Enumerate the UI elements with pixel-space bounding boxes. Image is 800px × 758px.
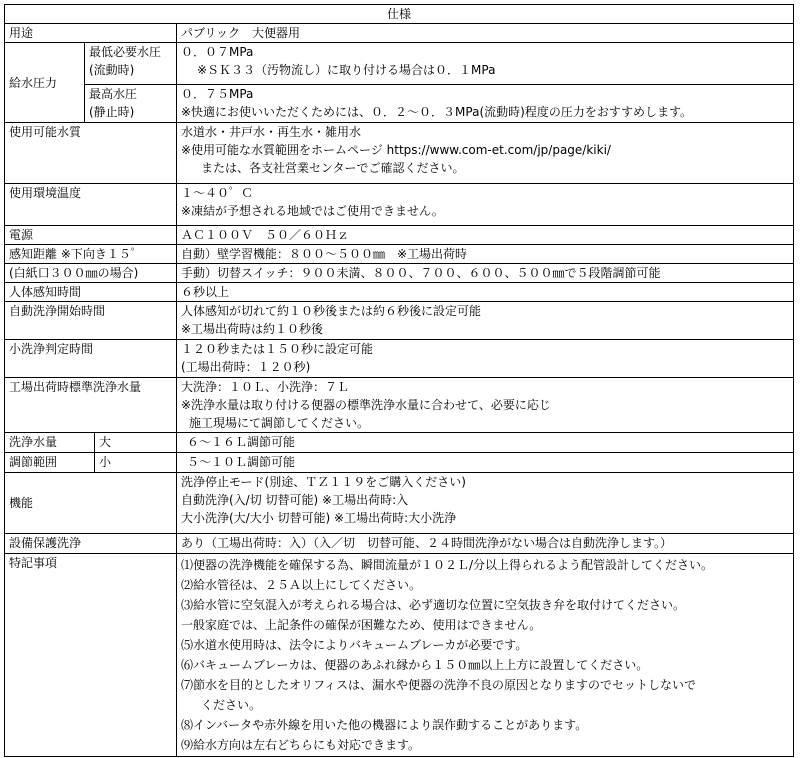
value-min-pressure-2: ※ＳＫ３３（汚物流し）に取り付ける場合は０．１MPa bbox=[197, 63, 496, 77]
row-kojo bbox=[5, 378, 794, 433]
tokki-item: ⑻インバータや赤外線を用いた他の機器により誤作動することがあります。 bbox=[181, 718, 588, 732]
label-kanchi-1: 感知距離 ※下向き１５゜ bbox=[5, 245, 177, 264]
label-max-pressure-2: (静止時) bbox=[89, 105, 135, 119]
label-kino: 機能 bbox=[5, 473, 177, 534]
value-kino-1: 洗浄停止モード(別途、ＴＺ１１９をご購入ください) bbox=[181, 475, 466, 489]
value-shosenjo-1: １２０秒または１５０秒に設定可能 bbox=[181, 342, 374, 356]
value-suishitsu-2: ※使用可能な水質範囲をホームページ https://www.com-et.com/jp/page/kiki/ bbox=[181, 143, 611, 157]
value-max-pressure-1: ０．７５MPa bbox=[181, 87, 254, 101]
value-kanchi-1: 自動）壁学習機能：８００～５００㎜ ※工場出荷時 bbox=[177, 245, 794, 264]
label-suiryo-sho: 小 bbox=[95, 453, 177, 473]
value-kanchi-2: 手動）切替スイッチ：９００未満、８００、７００、６００、５００㎜で５段階調節可能 bbox=[177, 264, 794, 283]
value-suishitsu-3: または、各支社営業センターでご確認ください。 bbox=[201, 161, 465, 175]
table-title: 仕様 bbox=[5, 5, 794, 24]
value-kojo-1: 大洗浄：１０Ｌ、小洗浄：７Ｌ bbox=[181, 380, 350, 394]
value-min-pressure bbox=[177, 43, 794, 85]
label-tokki: 特記事項 bbox=[5, 554, 177, 757]
label-kojo: 工場出荷時標準洗浄水量 bbox=[5, 378, 177, 433]
value-dengen: ＡＣ１００Ｖ ５０／６０Ｈｚ bbox=[177, 226, 794, 245]
label-max-pressure bbox=[85, 85, 177, 123]
row-tokki bbox=[5, 554, 794, 757]
label-jido: 自動洗浄開始時間 bbox=[5, 302, 177, 340]
label-dengen: 電源 bbox=[5, 226, 177, 245]
tokki-item: ください。 bbox=[201, 698, 262, 712]
value-kojo bbox=[177, 378, 794, 433]
row-youto bbox=[5, 24, 794, 43]
tokki-item: ⑶給水管に空気混入が考えられる場合は、必ず適切な位置に空気抜き弁を取付けてください。 bbox=[181, 598, 686, 612]
row-kyusui-max bbox=[5, 85, 794, 123]
row-ondo bbox=[5, 184, 794, 226]
tokki-item: ⑵給水管径は、２５Ａ以上にしてください。 bbox=[181, 578, 422, 592]
tokki-item: ⑸水道水使用時は、法令によりバキュームブレーカが必要です。 bbox=[181, 638, 528, 652]
label-youto: 用途 bbox=[5, 24, 177, 43]
value-kojo-3: 施工現場にて調節してください。 bbox=[189, 416, 370, 430]
value-ondo bbox=[177, 184, 794, 226]
label-min-pressure-2: (流動時) bbox=[89, 63, 135, 77]
value-suishitsu-1: 水道水・井戸水・再生水・雑用水 bbox=[181, 125, 362, 139]
value-jido-1: 人体感知が切れて約１０秒後または約６秒後に設定可能 bbox=[181, 304, 482, 318]
value-jido bbox=[177, 302, 794, 340]
row-shosenjo bbox=[5, 340, 794, 378]
label-min-pressure-1: 最低必要水圧 bbox=[89, 45, 162, 59]
value-jintai: ６秒以上 bbox=[177, 283, 794, 302]
value-shosenjo bbox=[177, 340, 794, 378]
label-shosenjo: 小洗浄判定時間 bbox=[5, 340, 177, 378]
label-max-pressure-1: 最高水圧 bbox=[89, 87, 138, 101]
label-suiryo-dai: 大 bbox=[95, 433, 177, 453]
label-suiryo-2: 調節範囲 bbox=[5, 453, 95, 473]
label-jintai: 人体感知時間 bbox=[5, 283, 177, 302]
row-setsubi bbox=[5, 534, 794, 554]
tokki-item: 一般家庭では、上記条件の確保が困難なため、使用はできません。 bbox=[181, 618, 542, 632]
value-tokki bbox=[177, 554, 794, 757]
row-suishitsu bbox=[5, 123, 794, 184]
value-suishitsu bbox=[177, 123, 794, 184]
tokki-item: ⑹バキュームブレーカは、便器のあふれ縁から１５０㎜以上上方に設置してください。 bbox=[181, 658, 649, 672]
value-ondo-2: ※凍結が予想される地域ではご使用できません。 bbox=[181, 204, 444, 218]
value-kojo-2: ※洗浄水量は取り付ける便器の標準洗浄水量に合わせて、必要に応じ bbox=[181, 398, 551, 412]
value-max-pressure bbox=[177, 85, 794, 123]
label-setsubi: 設備保護洗浄 bbox=[5, 534, 177, 554]
row-kyusui-min bbox=[5, 43, 794, 85]
row-jido bbox=[5, 302, 794, 340]
value-max-pressure-2: ※快適にお使いいただくためには、０．２～０．３MPa(流動時)程度の圧力をおすすめします。 bbox=[181, 105, 692, 119]
value-setsubi: あり（工場出荷時：入）（入／切 切替可能、２４時間洗浄がない場合は自動洗浄します。） bbox=[177, 534, 794, 554]
label-kanchi-2: (白紙口３００㎜の場合) bbox=[5, 264, 177, 283]
tokki-item: ⑼給水方向は左右どちらにも対応できます。 bbox=[181, 738, 421, 752]
row-jintai bbox=[5, 283, 794, 302]
label-suiryo-1: 洗浄水量 bbox=[5, 433, 95, 453]
value-youto: パブリック 大便器用 bbox=[177, 24, 794, 43]
value-kino bbox=[177, 473, 794, 534]
label-kyusui: 給水圧力 bbox=[5, 43, 85, 123]
value-kino-2: 自動洗浄(入/切 切替可能) ※工場出荷時:入 bbox=[181, 493, 409, 507]
value-ondo-1: １～４０゜Ｃ bbox=[181, 186, 254, 200]
value-min-pressure-1: ０．０７MPa bbox=[181, 45, 254, 59]
row-suiryo-sho bbox=[5, 453, 794, 473]
row-kanchi-1 bbox=[5, 245, 794, 264]
value-suiryo-dai: ６～１６Ｌ調節可能 bbox=[177, 433, 794, 453]
row-kanchi-2 bbox=[5, 264, 794, 283]
tokki-item: ⑺節水を目的としたオリフィスは、漏水や便器の洗浄不良の原因となりますのでセットしないで bbox=[181, 678, 697, 692]
tokki-item: ⑴便器の洗浄機能を確保する為、瞬間流量が１０２Ｌ/分以上得られるよう配管設計してください。 bbox=[181, 558, 714, 572]
value-suiryo-sho: ５～１０Ｌ調節可能 bbox=[177, 453, 794, 473]
label-suishitsu: 使用可能水質 bbox=[5, 123, 177, 184]
row-dengen bbox=[5, 226, 794, 245]
value-kino-3: 大小洗浄(大/大小 切替可能) ※工場出荷時:大小洗浄 bbox=[181, 511, 457, 525]
value-shosenjo-2: (工場出荷時：１２０秒) bbox=[181, 360, 311, 374]
value-jido-2: ※工場出荷時は約１０秒後 bbox=[181, 322, 324, 336]
row-suiryo-dai bbox=[5, 433, 794, 453]
label-ondo: 使用環境温度 bbox=[5, 184, 177, 226]
label-min-pressure bbox=[85, 43, 177, 85]
spec-table bbox=[4, 4, 794, 757]
row-kino bbox=[5, 473, 794, 534]
